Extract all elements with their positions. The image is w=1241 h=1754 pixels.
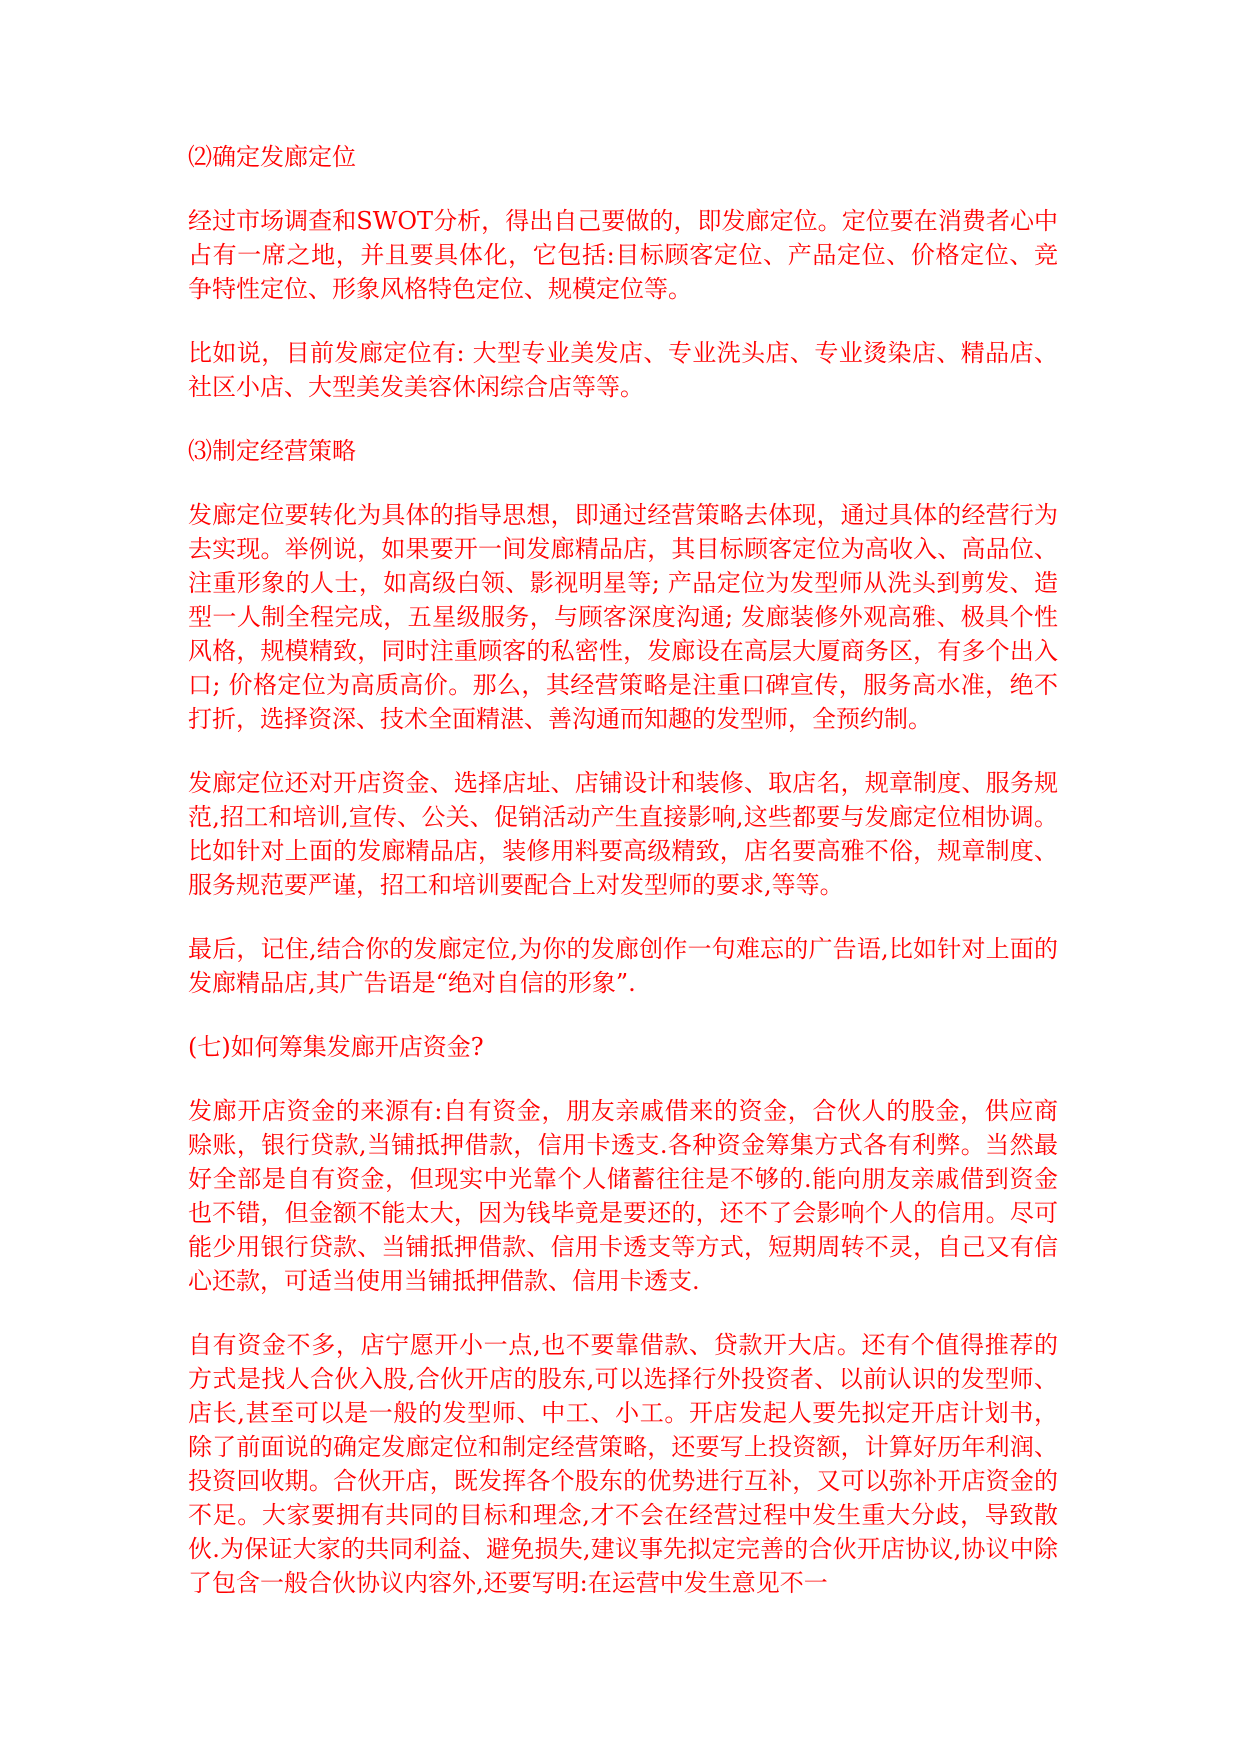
- paragraph-funding-sources: 发廊开店资金的来源有:自有资金，朋友亲戚借来的资金，合伙人的股金，供应商赊账，银行贷款,当铺抵押借款，信用卡透支.各种资金筹集方式各有利弊。当然最好全部是自有资金，但现实中光靠个人储蓄往往是不够的.能向朋友亲戚借到资金也不错，但金额不能太大，因为钱毕竟是要还的，还不了会影响个人的信用。尽可能少用银行贷款、当铺抵押借款、信用卡透支等方式，短期周转不灵，自己又有信心还款，可适当使用当铺抵押借款、信用卡透支.: [188, 1097, 1058, 1295]
- paragraph-positioning-intro: 经过市场调查和SWOT分析，得出自己要做的，即发廊定位。定位要在消费者心中占有一席之地，并且要具体化，它包括:目标顾客定位、产品定位、价格定位、竞争特性定位、形象风格特色定位、规模定位等。: [188, 207, 1058, 303]
- document-page: [188, 140, 1058, 1630]
- paragraph-slogan: 最后，记住,结合你的发廊定位,为你的发廊创作一句难忘的广告语,比如针对上面的发廊精品店,其广告语是“绝对自信的形象”.: [188, 935, 1058, 997]
- section-heading-3: ⑶制定经营策略: [188, 437, 356, 465]
- paragraph-strategy: 发廊定位要转化为具体的指导思想，即通过经营策略去体现，通过具体的经营行为去实现。举例说，如果要开一间发廊精品店，其目标顾客定位为高收入、高品位、注重形象的人士，如高级白领、影视明星等; 产品定位为发型师从洗头到剪发、造型一人制全程完成，五星级服务，与顾客深度沟通; 发廊装修外观高雅、极具个性风格，规模精致，同时注重顾客的私密性，发廊设在高层大厦商务区，有多个出入口; 价格定位为高质高价。那么，其经营策略是注重口碑宣传，服务高水准，绝不打折，选择资深、技术全面精湛、善沟通而知趣的发型师，全预约制。: [188, 501, 1058, 733]
- paragraph-partnership: 自有资金不多，店宁愿开小一点,也不要靠借款、贷款开大店。还有个值得推荐的方式是找人合伙入股,合伙开店的股东,可以选择行外投资者、以前认识的发型师、店长,甚至可以是一般的发型师、中工、小工。开店发起人要先拟定开店计划书，除了前面说的确定发廊定位和制定经营策略，还要写上投资额，计算好历年利润、投资回收期。合伙开店，既发挥各个股东的优势进行互补，又可以弥补开店资金的不足。大家要拥有共同的目标和理念,才不会在经营过程中发生重大分歧，导致散伙.为保证大家的共同利益、避免损失,建议事先拟定完善的合伙开店协议,协议中除了包含一般合伙协议内容外,还要写明:在运营中发生意见不一: [188, 1331, 1058, 1597]
- paragraph-positioning-impact: 发廊定位还对开店资金、选择店址、店铺设计和装修、取店名，规章制度、服务规范,招工和培训,宣传、公关、促销活动产生直接影响,这些都要与发廊定位相协调。比如针对上面的发廊精品店，装修用料要高级精致，店名要高雅不俗，规章制度、服务规范要严谨，招工和培训要配合上对发型师的要求,等等。: [188, 769, 1058, 899]
- section-heading-2: ⑵确定发廊定位: [188, 143, 356, 171]
- section-heading-7: (七)如何筹集发廊开店资金?: [188, 1033, 484, 1061]
- paragraph-positioning-examples: 比如说，目前发廊定位有: 大型专业美发店、专业洗头店、专业烫染店、精品店、社区小店、大型美发美容休闲综合店等等。: [188, 339, 1058, 401]
